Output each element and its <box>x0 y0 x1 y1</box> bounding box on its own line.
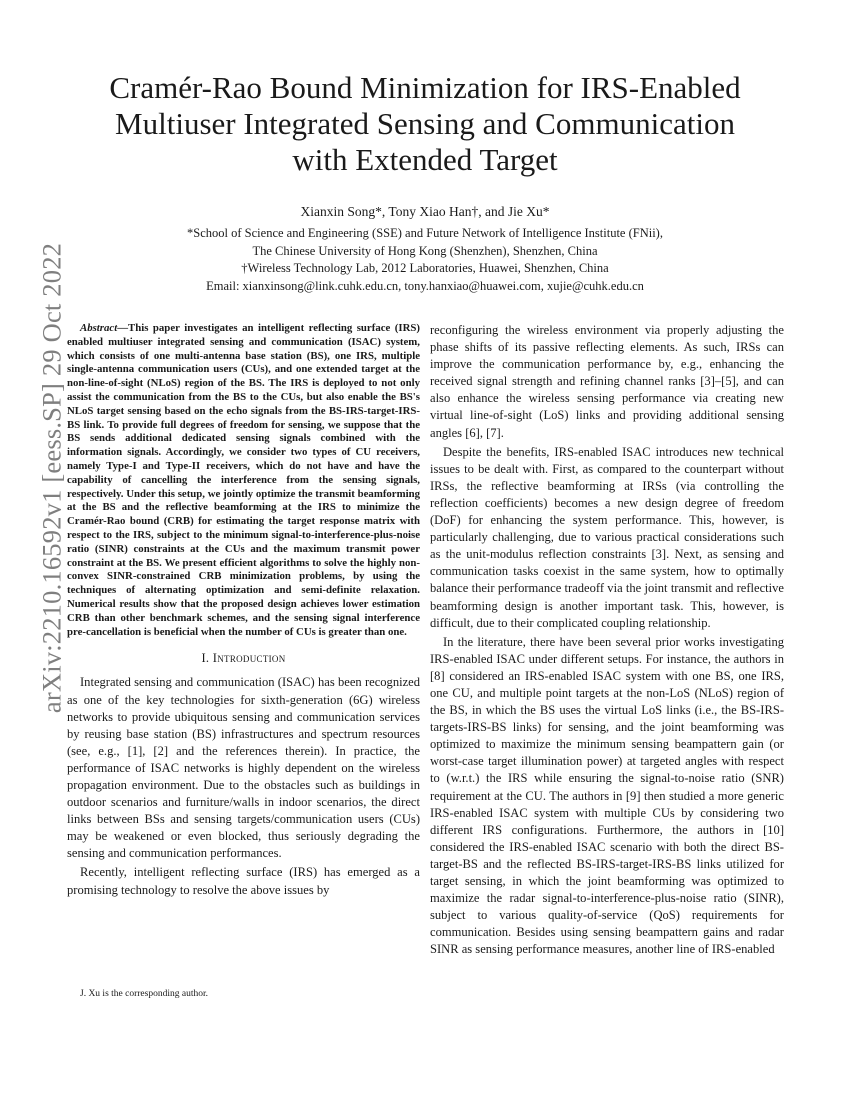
paragraph: Despite the benefits, IRS-enabled ISAC introduces new technical issues to be dealt with. First, as compared to the counterpart without IRSs, the reflective beamforming at IRSs (via controlling the reflection coefficients) becomes a new design degree of freedom (DoF) for enhancing the system performance. This, however, is particularly challenging, due to various practical considerations such as the unit-modulus reflection constraints [3]. Next, as sensing and communication tasks coexist in the same system, how to optimally balance their performance tradeoff via the joint transmit and reflective beamforming design is another important task. This, however, is difficult, due to their complicated coupling relationship. <box>430 444 784 630</box>
title-line: Cramér-Rao Bound Minimization for IRS-Enabled <box>109 70 741 105</box>
right-column <box>430 322 784 958</box>
paragraph: Integrated sensing and communication (ISAC) has been recognized as one of the key technologies for sixth-generation (6G) wireless networks to provide ubiquitous sensing and communication services by reusing base station (BS) infrastructures and spectrum resources (see, e.g., [1], [2] and the references therein). In practice, the performance of ISAC networks is highly dependent on the wireless propagation environment. Due to the obstacles such as buildings in outdoor scenarios and furniture/walls in indoor scenarios, the direct links between BSs and sensing targets/communication users (CUs) may be weakened or even blocked, thus seriously degrading the sensing and communication performances. <box>67 675 420 861</box>
arxiv-identifier-stamp: arXiv:2210.16592v1 [eess.SP] 29 Oct 2022 <box>36 242 67 714</box>
affiliation-line: *School of Science and Engineering (SSE) and Future Network of Intelligence Institute (FNii), <box>187 226 663 240</box>
paragraph: reconfiguring the wireless environment via properly adjusting the phase shifts of its passive reflecting elements. As such, IRSs can improve the communication performance by, e.g., enhancing the received signal strength and refining channel ranks [3]–[5], and can also enhance the wireless sensing performance via creating new virtual line-of-sight (LoS) links and providing additional sensing angles [6], [7]. <box>430 323 784 440</box>
abstract-text: —This paper investigates an intelligent reflecting surface (IRS) enabled multiuser integrated sensing and communication (ISAC) system, which consists of one multi-antenna base station (BS), one IRS, multiple single-antenna communication users (CUs), and one extended target at the non-line-of-sight (NLoS) region of the BS. The IRS is deployed to not only assist the communication from the BS to the CUs, but also enable the BS's NLoS target sensing based on the echo signals from the BS-IRS-target-IRS-BS link. To provide full degrees of freedom for sensing, we suppose that the BS sends additional dedicated sensing signals combined with the information signals. Accordingly, we consider two types of CU receivers, namely Type-I and Type-II receivers, which do not have and have the capability of cancelling the interference from the sensing signals, respectively. Under this setup, we jointly optimize the transmit beamforming at the BS and the reflective beamforming at the IRS to minimize the Cramér-Rao bound (CRB) for estimating the target response matrix with respect to the IRS, subject to the minimum signal-to-interference-plus-noise ratio (SINR) constraints at the CUs and the maximum transmit power constraint at the BS. We present efficient algorithms to solve the highly non-convex SINR-constrained CRB minimization problems, by using the techniques of alternating optimization and semi-definite relaxation. Numerical results show that the proposed design achieves lower estimation CRB than other benchmark schemes, and the sensing signal interference pre-cancellation is beneficial when the number of CUs is greater than one. <box>67 322 420 638</box>
footnote-text: J. Xu is the corresponding author. <box>80 989 208 999</box>
affiliation-line: The Chinese University of Hong Kong (Shenzhen), Shenzhen, China <box>252 243 598 258</box>
paper-title <box>70 70 780 178</box>
footnote <box>67 989 420 999</box>
affiliation-line: †Wireless Technology Lab, 2012 Laboratories, Huawei, Shenzhen, China <box>241 261 609 275</box>
section-heading-introduction: I. Introduction <box>201 651 286 666</box>
affiliation-emails: Email: xianxinsong@link.cuhk.edu.cn, tony.hanxiao@huawei.com, xujie@cuhk.edu.cn <box>206 278 644 293</box>
abstract <box>67 322 420 639</box>
title-line: with Extended Target <box>292 142 558 177</box>
author-list: Xianxin Song*, Tony Xiao Han†, and Jie Xu* <box>300 204 550 219</box>
title-line: Multiuser Integrated Sensing and Communication <box>115 106 735 141</box>
paragraph: In the literature, there have been several prior works investigating IRS-enabled ISAC under different setups. For instance, the authors in [8] considered an IRS-enabled ISAC system with one BS, one IRS, one CU, and multiple point targets at the non-LoS (NLoS) region of the BS, in which the BS uses the virtual LoS links (i.e., the BS-IRS-targets-IRS-BS links) for sensing, and the joint beamforming was optimized to maximize the minimum sensing beampattern gain (or worst-case target illumination power) at targeted angles with respect to (w.r.t.) the IRS while ensuring the signal-to-noise ratio (SNR) requirement at the CU. The authors in [9] then studied a more generic IRS-enabled ISAC system with multiple CUs by considering two different IRS configurations. Furthermore, the authors in [10] considered the IRS-enabled ISAC scenario with both the direct BS-target-BS and the reflected BS-IRS-target-IRS-BS links utilized for target sensing, in which the joint beamforming was optimized to maximize the radar signal-to-interference-plus-noise ratio (SINR), subject to various quality-of-service (QoS) requirements for communication. Besides using sensing beampattern gains and radar SINR as sensing performance measures, another line of IRS-enabled <box>430 634 784 957</box>
abstract-label: Abstract <box>80 322 118 334</box>
paragraph: Recently, intelligent reflecting surface (IRS) has emerged as a promising technology to resolve the above issues by <box>67 865 420 897</box>
affiliations <box>70 225 780 295</box>
left-column <box>67 322 420 899</box>
